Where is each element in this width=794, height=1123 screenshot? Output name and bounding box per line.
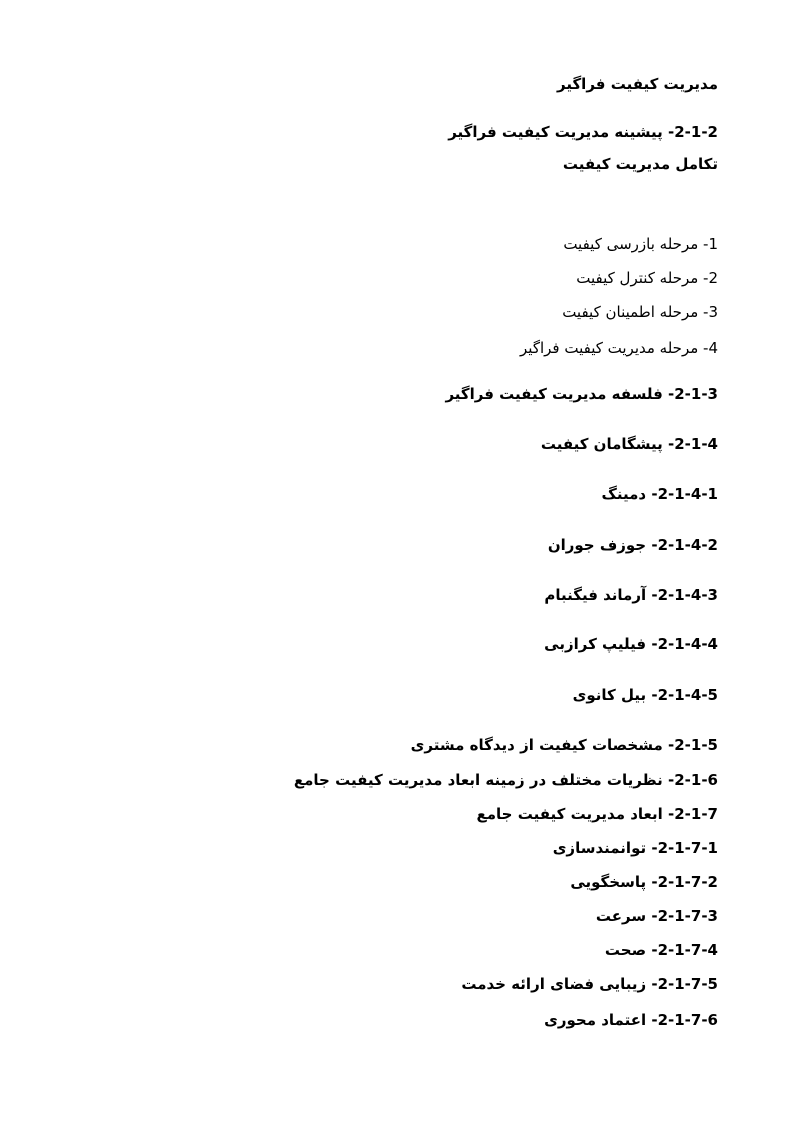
section-heading-dimensions: 2-1-7- ابعاد مدیریت کیفیت جامع	[476, 805, 718, 823]
section-heading-customer-view: 2-1-5- مشخصات کیفیت از دیدگاه مشتری	[410, 736, 718, 754]
section-heading-crosby: 2-1-4-4- فیلیپ کرازبی	[544, 635, 718, 653]
section-heading-feigenbaum: 2-1-4-3- آرماند فیگنبام	[544, 586, 718, 604]
section-heading-theories: 2-1-6- نظریات مختلف در زمینه ابعاد مدیریت کیفیت جامع	[293, 771, 718, 789]
list-item-stage-assurance: 3- مرحله اطمینان کیفیت	[562, 303, 718, 321]
section-heading-trust: 2-1-7-6- اعتماد محوری	[544, 1011, 718, 1029]
document-heading: مدیریت کیفیت فراگیر	[557, 75, 718, 93]
list-item-stage-control: 2- مرحله کنترل کیفیت	[576, 269, 718, 287]
section-heading-juran: 2-1-4-2- جوزف جوران	[547, 536, 718, 554]
section-heading-aesthetics: 2-1-7-5- زیبایی فضای ارائه خدمت	[461, 975, 718, 993]
list-item-stage-inspection: 1- مرحله بازرسی کیفیت	[563, 235, 718, 253]
list-item-stage-tqm: 4- مرحله مدیریت کیفیت فراگیر	[520, 339, 718, 357]
section-heading-deming: 2-1-4-1- دمینگ	[601, 485, 718, 503]
section-heading-conway: 2-1-4-5- بیل کانوی	[572, 686, 718, 704]
section-heading-pioneers: 2-1-4- پیشگامان کیفیت	[540, 435, 718, 453]
section-heading-history: 2-1-2- پیشینه مدیریت کیفیت فراگیر	[448, 123, 718, 141]
section-heading-empowerment: 2-1-7-1- توانمندسازی	[552, 839, 718, 857]
section-heading-philosophy: 2-1-3- فلسفه مدیریت کیفیت فراگیر	[445, 385, 718, 403]
section-heading-speed: 2-1-7-3- سرعت	[595, 907, 718, 925]
section-subheading-evolution: تکامل مدیریت کیفیت	[562, 155, 718, 173]
section-heading-responsiveness: 2-1-7-2- پاسخگویی	[570, 873, 718, 891]
section-heading-accuracy: 2-1-7-4- صحت	[604, 941, 718, 959]
